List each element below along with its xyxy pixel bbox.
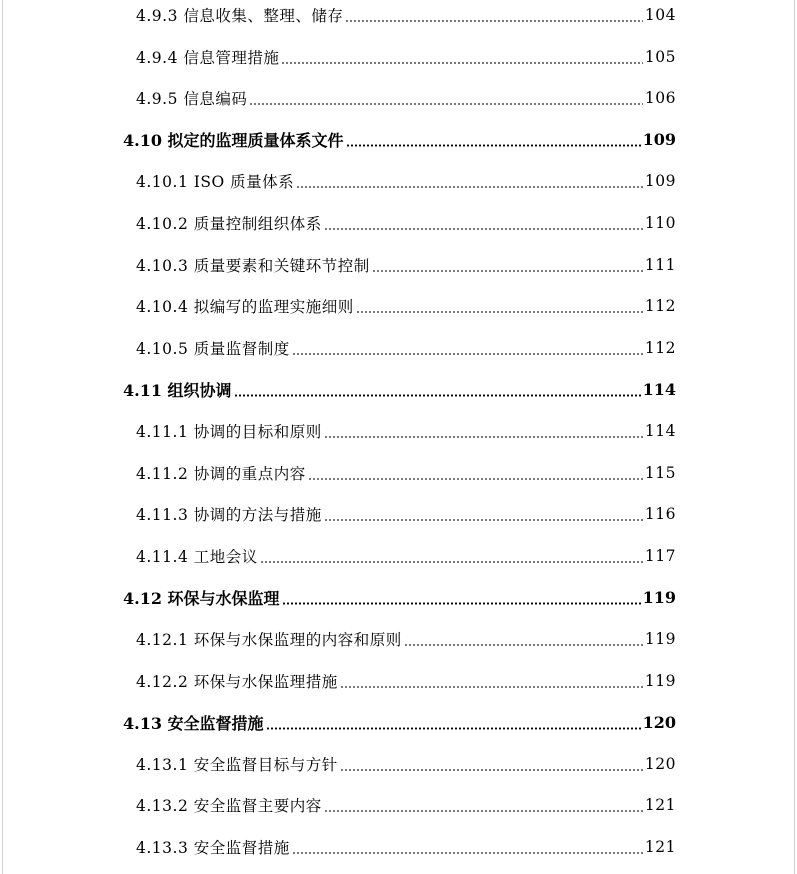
toc-section-row[interactable] (0, 125, 797, 155)
toc-entry-title: 4.10.5 质量监督制度 (136, 339, 290, 358)
toc-subsection-row[interactable] (0, 0, 797, 30)
toc-page-number: 114 (642, 379, 676, 399)
toc-dot-leader (292, 852, 643, 854)
toc-dot-leader (266, 727, 641, 730)
toc-page-number: 109 (642, 130, 676, 150)
toc-entry-title: 4.11 组织协调 (123, 380, 232, 400)
toc-entry-title: 4.10.1 ISO 质量体系 (136, 173, 295, 192)
toc-entry-title: 4.11.2 协调的重点内容 (136, 464, 306, 483)
toc-subsection-row[interactable] (0, 166, 797, 196)
toc-page-number: 115 (644, 463, 676, 482)
toc-subsection-row[interactable] (0, 832, 797, 862)
toc-page-number: 121 (644, 796, 676, 815)
toc-dot-leader (282, 602, 641, 605)
toc-entry-title: 4.9.3 信息收集、整理、储存 (136, 7, 344, 25)
toc-page-number: 116 (644, 505, 676, 524)
toc-entry-title: 4.10.2 质量控制组织体系 (136, 215, 322, 233)
toc-subsection-row[interactable] (0, 250, 797, 280)
toc-dot-leader (346, 144, 641, 147)
toc-dot-leader (324, 810, 643, 812)
toc-entry-title: 4.10.3 质量要素和关键环节控制 (136, 256, 370, 275)
toc-dot-leader (340, 686, 643, 688)
toc-page-number: 106 (644, 89, 676, 108)
toc-subsection-row[interactable] (0, 624, 797, 654)
toc-page-number: 105 (644, 47, 676, 66)
toc-page-number: 119 (642, 587, 676, 607)
toc-subsection-row[interactable] (0, 458, 797, 488)
toc-page-number: 111 (644, 255, 676, 274)
toc-entry-title: 4.11.4 工地会议 (136, 547, 258, 566)
toc-subsection-row[interactable] (0, 499, 797, 529)
toc-dot-leader (356, 311, 643, 313)
toc-dot-leader (345, 20, 643, 22)
toc-subsection-row[interactable] (0, 83, 797, 113)
toc-dot-leader (372, 270, 643, 272)
toc-subsection-row[interactable] (0, 416, 797, 446)
toc-subsection-row[interactable] (0, 541, 797, 571)
toc-page-number: 119 (644, 671, 676, 690)
toc-entry-title: 4.11.3 协调的方法与措施 (136, 506, 322, 525)
toc-dot-leader (324, 436, 643, 438)
toc-dot-leader (281, 62, 643, 64)
toc-dot-leader (234, 394, 641, 397)
toc-subsection-row[interactable] (0, 666, 797, 696)
toc-page-number: 120 (644, 754, 676, 773)
toc-page-number: 112 (644, 297, 676, 316)
toc-subsection-row[interactable] (0, 790, 797, 820)
toc-page-number: 104 (644, 6, 676, 24)
toc-section-row[interactable] (0, 707, 797, 737)
toc-subsection-row[interactable] (0, 208, 797, 238)
toc-page-number: 120 (642, 712, 676, 732)
toc-dot-leader (308, 478, 643, 480)
toc-entry-title: 4.11.1 协调的目标和原则 (136, 423, 322, 441)
toc-page-number: 117 (644, 546, 676, 565)
toc-section-row[interactable] (0, 374, 797, 404)
toc-entry-title: 4.10.4 拟编写的监理实施细则 (136, 298, 354, 317)
toc-entry-title: 4.12.1 环保与水保监理的内容和原则 (136, 631, 402, 649)
toc-page-number: 112 (644, 338, 676, 357)
toc-entry-title: 4.13.1 安全监督目标与方针 (136, 755, 338, 774)
toc-page-number: 109 (644, 172, 676, 191)
toc-entry-title: 4.10 拟定的监理质量体系文件 (123, 131, 344, 151)
toc-page-number: 110 (644, 214, 676, 232)
toc-entry-title: 4.13.2 安全监督主要内容 (136, 797, 322, 816)
toc-dot-leader (404, 644, 643, 646)
toc-dot-leader (292, 353, 643, 355)
toc-section-row[interactable] (0, 582, 797, 612)
toc-entry-title: 4.12 环保与水保监理 (123, 588, 280, 608)
toc-dot-leader (296, 186, 643, 188)
toc-page-number: 114 (644, 422, 676, 440)
toc-page-number: 119 (644, 630, 676, 648)
toc-dot-leader (249, 103, 643, 105)
toc-entry-title: 4.13.3 安全监督措施 (136, 839, 290, 857)
toc-entry-title: 4.9.4 信息管理措施 (136, 48, 280, 67)
toc-dot-leader (324, 228, 643, 230)
toc-dot-leader (260, 561, 643, 563)
toc-entry-title: 4.9.5 信息编码 (136, 90, 248, 109)
toc-dot-leader (340, 769, 643, 771)
toc-subsection-row[interactable] (0, 333, 797, 363)
toc-subsection-row[interactable] (0, 291, 797, 321)
toc-entry-title: 4.13 安全监督措施 (123, 713, 264, 733)
toc-entry-title: 4.12.2 环保与水保监理措施 (136, 672, 338, 691)
toc-dot-leader (324, 519, 643, 521)
toc-subsection-row[interactable] (0, 749, 797, 779)
toc-subsection-row[interactable] (0, 42, 797, 72)
toc-page-number: 121 (644, 838, 676, 856)
